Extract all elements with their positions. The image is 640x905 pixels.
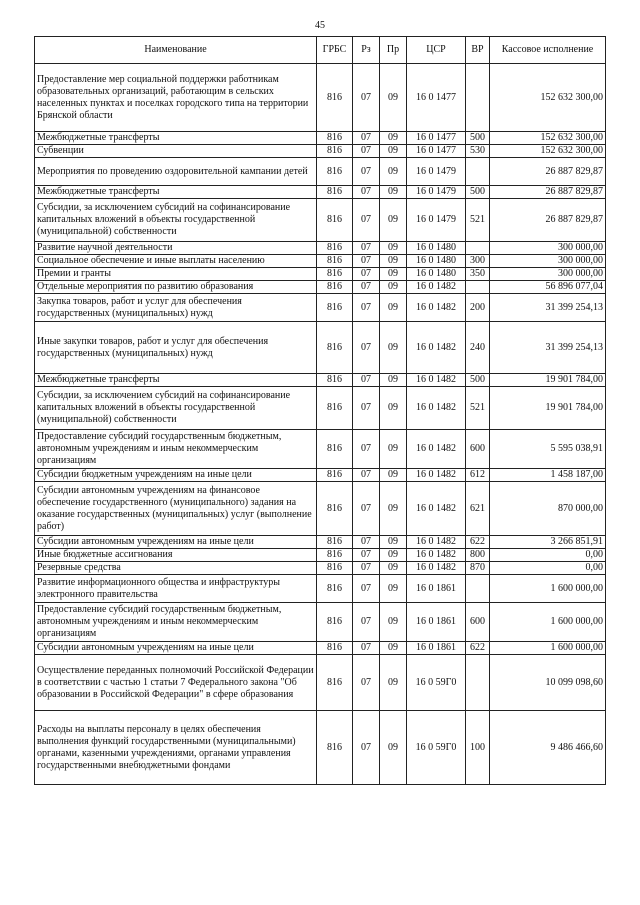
cell-grbs: 816 bbox=[317, 374, 353, 387]
table-row bbox=[35, 322, 606, 374]
page-number: 45 bbox=[315, 20, 325, 31]
cell-rz: 07 bbox=[353, 132, 380, 145]
cell-grbs: 816 bbox=[317, 268, 353, 281]
table-row bbox=[35, 711, 606, 785]
table-row bbox=[35, 642, 606, 655]
cell-rz: 07 bbox=[353, 158, 380, 186]
cell-vr: 600 bbox=[466, 430, 490, 469]
cell-csr: 16 0 1479 bbox=[407, 186, 466, 199]
table-row bbox=[35, 242, 606, 255]
table-row bbox=[35, 64, 606, 132]
cell-grbs: 816 bbox=[317, 64, 353, 132]
cell-name: Предоставление субсидий государственным бюджетным, автономным учреждениям и иным некоммерческим организациям bbox=[35, 603, 317, 642]
cell-amount: 31 399 254,13 bbox=[490, 322, 606, 374]
cell-csr: 16 0 1479 bbox=[407, 199, 466, 242]
table-row bbox=[35, 562, 606, 575]
cell-amount: 0,00 bbox=[490, 549, 606, 562]
table-row bbox=[35, 294, 606, 322]
cell-rz: 07 bbox=[353, 242, 380, 255]
cell-name: Резервные средства bbox=[35, 562, 317, 575]
cell-csr: 16 0 1480 bbox=[407, 255, 466, 268]
cell-pr: 09 bbox=[380, 469, 407, 482]
table-row bbox=[35, 158, 606, 186]
cell-pr: 09 bbox=[380, 186, 407, 199]
cell-pr: 09 bbox=[380, 281, 407, 294]
cell-grbs: 816 bbox=[317, 387, 353, 430]
cell-amount: 9 486 466,60 bbox=[490, 711, 606, 785]
cell-name: Межбюджетные трансферты bbox=[35, 374, 317, 387]
header-csr: ЦСР bbox=[407, 37, 466, 64]
cell-rz: 07 bbox=[353, 655, 380, 711]
cell-rz: 07 bbox=[353, 536, 380, 549]
cell-pr: 09 bbox=[380, 294, 407, 322]
cell-rz: 07 bbox=[353, 482, 380, 536]
cell-csr: 16 0 1479 bbox=[407, 158, 466, 186]
cell-rz: 07 bbox=[353, 549, 380, 562]
cell-name: Расходы на выплаты персоналу в целях обеспечения выполнения функций государственными (муниципальными) органами, казенными учреждениями, органами управления государственными внебюджетными фондами bbox=[35, 711, 317, 785]
cell-grbs: 816 bbox=[317, 642, 353, 655]
cell-csr: 16 0 1477 bbox=[407, 132, 466, 145]
cell-pr: 09 bbox=[380, 64, 407, 132]
cell-grbs: 816 bbox=[317, 255, 353, 268]
cell-name: Предоставление мер социальной поддержки работникам образовательных организаций, работающим в сельских населенных пунктах и поселках городского типа на территории Брянской области bbox=[35, 64, 317, 132]
cell-amount: 19 901 784,00 bbox=[490, 387, 606, 430]
header-rz: Рз bbox=[353, 37, 380, 64]
cell-csr: 16 0 1482 bbox=[407, 281, 466, 294]
cell-pr: 09 bbox=[380, 322, 407, 374]
cell-pr: 09 bbox=[380, 242, 407, 255]
cell-csr: 16 0 1482 bbox=[407, 322, 466, 374]
cell-name: Субсидии автономным учреждениям на финансовое обеспечение государственного (муниципального) задания на оказание государственных (муниципальных) услуг (выполнение работ) bbox=[35, 482, 317, 536]
table-body bbox=[35, 64, 606, 785]
cell-rz: 07 bbox=[353, 294, 380, 322]
cell-rz: 07 bbox=[353, 64, 380, 132]
cell-vr: 521 bbox=[466, 387, 490, 430]
cell-vr bbox=[466, 64, 490, 132]
cell-vr: 500 bbox=[466, 186, 490, 199]
cell-rz: 07 bbox=[353, 281, 380, 294]
cell-csr: 16 0 1477 bbox=[407, 64, 466, 132]
cell-name: Мероприятия по проведению оздоровительной кампании детей bbox=[35, 158, 317, 186]
cell-grbs: 816 bbox=[317, 281, 353, 294]
table-row bbox=[35, 387, 606, 430]
cell-csr: 16 0 1482 bbox=[407, 549, 466, 562]
table-row bbox=[35, 430, 606, 469]
cell-rz: 07 bbox=[353, 469, 380, 482]
cell-rz: 07 bbox=[353, 711, 380, 785]
cell-name: Межбюджетные трансферты bbox=[35, 186, 317, 199]
cell-pr: 09 bbox=[380, 562, 407, 575]
cell-vr: 100 bbox=[466, 711, 490, 785]
cell-grbs: 816 bbox=[317, 536, 353, 549]
cell-name: Субвенции bbox=[35, 145, 317, 158]
cell-name: Осуществление переданных полномочий Российской Федерации в соответствии с частью 1 статьи 7 Федерального закона "Об образовании в Российской Федерации" в сфере образования bbox=[35, 655, 317, 711]
cell-vr bbox=[466, 575, 490, 603]
cell-vr: 621 bbox=[466, 482, 490, 536]
cell-rz: 07 bbox=[353, 430, 380, 469]
cell-pr: 09 bbox=[380, 549, 407, 562]
budget-table bbox=[34, 36, 606, 785]
cell-grbs: 816 bbox=[317, 575, 353, 603]
cell-grbs: 816 bbox=[317, 430, 353, 469]
cell-pr: 09 bbox=[380, 430, 407, 469]
cell-csr: 16 0 59Г0 bbox=[407, 655, 466, 711]
cell-pr: 09 bbox=[380, 482, 407, 536]
cell-csr: 16 0 1482 bbox=[407, 562, 466, 575]
cell-vr: 870 bbox=[466, 562, 490, 575]
cell-grbs: 816 bbox=[317, 186, 353, 199]
table-row bbox=[35, 186, 606, 199]
cell-amount: 300 000,00 bbox=[490, 268, 606, 281]
cell-rz: 07 bbox=[353, 145, 380, 158]
cell-grbs: 816 bbox=[317, 145, 353, 158]
cell-vr: 240 bbox=[466, 322, 490, 374]
cell-amount: 31 399 254,13 bbox=[490, 294, 606, 322]
cell-csr: 16 0 1477 bbox=[407, 145, 466, 158]
cell-vr: 622 bbox=[466, 536, 490, 549]
cell-name: Межбюджетные трансферты bbox=[35, 132, 317, 145]
cell-csr: 16 0 1482 bbox=[407, 387, 466, 430]
cell-amount: 10 099 098,60 bbox=[490, 655, 606, 711]
cell-amount: 3 266 851,91 bbox=[490, 536, 606, 549]
cell-grbs: 816 bbox=[317, 322, 353, 374]
cell-vr bbox=[466, 281, 490, 294]
cell-csr: 16 0 1861 bbox=[407, 575, 466, 603]
cell-csr: 16 0 1482 bbox=[407, 536, 466, 549]
cell-amount: 26 887 829,87 bbox=[490, 158, 606, 186]
cell-grbs: 816 bbox=[317, 158, 353, 186]
cell-rz: 07 bbox=[353, 374, 380, 387]
cell-vr bbox=[466, 655, 490, 711]
cell-rz: 07 bbox=[353, 642, 380, 655]
cell-grbs: 816 bbox=[317, 294, 353, 322]
table-row bbox=[35, 482, 606, 536]
table-row bbox=[35, 469, 606, 482]
cell-grbs: 816 bbox=[317, 711, 353, 785]
cell-csr: 16 0 1482 bbox=[407, 374, 466, 387]
table-row bbox=[35, 281, 606, 294]
cell-vr: 600 bbox=[466, 603, 490, 642]
cell-vr: 350 bbox=[466, 268, 490, 281]
cell-pr: 09 bbox=[380, 642, 407, 655]
cell-amount: 870 000,00 bbox=[490, 482, 606, 536]
cell-grbs: 816 bbox=[317, 482, 353, 536]
cell-csr: 16 0 1861 bbox=[407, 642, 466, 655]
cell-name: Социальное обеспечение и иные выплаты населению bbox=[35, 255, 317, 268]
cell-pr: 09 bbox=[380, 199, 407, 242]
cell-rz: 07 bbox=[353, 186, 380, 199]
cell-pr: 09 bbox=[380, 268, 407, 281]
header-amount: Кассовое исполнение bbox=[490, 37, 606, 64]
header-vr: ВР bbox=[466, 37, 490, 64]
table-row bbox=[35, 603, 606, 642]
cell-amount: 1 458 187,00 bbox=[490, 469, 606, 482]
cell-grbs: 816 bbox=[317, 132, 353, 145]
table-row bbox=[35, 655, 606, 711]
cell-amount: 152 632 300,00 bbox=[490, 64, 606, 132]
cell-vr: 622 bbox=[466, 642, 490, 655]
cell-vr: 200 bbox=[466, 294, 490, 322]
cell-name: Отдельные мероприятия по развитию образования bbox=[35, 281, 317, 294]
cell-csr: 16 0 1480 bbox=[407, 242, 466, 255]
cell-name: Субсидии бюджетным учреждениям на иные цели bbox=[35, 469, 317, 482]
cell-amount: 1 600 000,00 bbox=[490, 642, 606, 655]
cell-vr: 521 bbox=[466, 199, 490, 242]
table-row bbox=[35, 268, 606, 281]
cell-rz: 07 bbox=[353, 603, 380, 642]
cell-vr bbox=[466, 158, 490, 186]
cell-pr: 09 bbox=[380, 132, 407, 145]
cell-pr: 09 bbox=[380, 655, 407, 711]
cell-rz: 07 bbox=[353, 575, 380, 603]
cell-pr: 09 bbox=[380, 603, 407, 642]
cell-name: Закупка товаров, работ и услуг для обеспечения государственных (муниципальных) нужд bbox=[35, 294, 317, 322]
cell-vr: 800 bbox=[466, 549, 490, 562]
cell-name: Премии и гранты bbox=[35, 268, 317, 281]
cell-vr: 500 bbox=[466, 374, 490, 387]
cell-name: Субсидии, за исключением субсидий на софинансирование капитальных вложений в объекты государственной (муниципальной) собственности bbox=[35, 199, 317, 242]
cell-amount: 152 632 300,00 bbox=[490, 145, 606, 158]
cell-rz: 07 bbox=[353, 268, 380, 281]
cell-grbs: 816 bbox=[317, 469, 353, 482]
cell-csr: 16 0 1482 bbox=[407, 469, 466, 482]
table-row bbox=[35, 132, 606, 145]
cell-pr: 09 bbox=[380, 374, 407, 387]
cell-rz: 07 bbox=[353, 199, 380, 242]
table-row bbox=[35, 145, 606, 158]
cell-csr: 16 0 1482 bbox=[407, 430, 466, 469]
cell-name: Субсидии, за исключением субсидий на софинансирование капитальных вложений в объекты государственной (муниципальной) собственности bbox=[35, 387, 317, 430]
cell-amount: 0,00 bbox=[490, 562, 606, 575]
header-grbs: ГРБС bbox=[317, 37, 353, 64]
cell-name: Развитие информационного общества и инфраструктуры электронного правительства bbox=[35, 575, 317, 603]
cell-csr: 16 0 1480 bbox=[407, 268, 466, 281]
cell-pr: 09 bbox=[380, 387, 407, 430]
cell-grbs: 816 bbox=[317, 199, 353, 242]
cell-vr: 300 bbox=[466, 255, 490, 268]
cell-csr: 16 0 1482 bbox=[407, 294, 466, 322]
cell-amount: 300 000,00 bbox=[490, 242, 606, 255]
cell-grbs: 816 bbox=[317, 242, 353, 255]
cell-amount: 5 595 038,91 bbox=[490, 430, 606, 469]
cell-name: Субсидии автономным учреждениям на иные цели bbox=[35, 642, 317, 655]
cell-amount: 152 632 300,00 bbox=[490, 132, 606, 145]
cell-grbs: 816 bbox=[317, 562, 353, 575]
cell-grbs: 816 bbox=[317, 549, 353, 562]
table-row bbox=[35, 255, 606, 268]
cell-name: Развитие научной деятельности bbox=[35, 242, 317, 255]
cell-rz: 07 bbox=[353, 322, 380, 374]
cell-grbs: 816 bbox=[317, 603, 353, 642]
cell-amount: 19 901 784,00 bbox=[490, 374, 606, 387]
table-row bbox=[35, 575, 606, 603]
table-row bbox=[35, 549, 606, 562]
cell-vr: 500 bbox=[466, 132, 490, 145]
cell-rz: 07 bbox=[353, 562, 380, 575]
cell-csr: 16 0 1861 bbox=[407, 603, 466, 642]
cell-amount: 1 600 000,00 bbox=[490, 603, 606, 642]
cell-pr: 09 bbox=[380, 575, 407, 603]
cell-csr: 16 0 59Г0 bbox=[407, 711, 466, 785]
cell-amount: 26 887 829,87 bbox=[490, 186, 606, 199]
cell-pr: 09 bbox=[380, 255, 407, 268]
cell-vr bbox=[466, 242, 490, 255]
cell-rz: 07 bbox=[353, 255, 380, 268]
cell-name: Иные закупки товаров, работ и услуг для обеспечения государственных (муниципальных) нужд bbox=[35, 322, 317, 374]
table-row bbox=[35, 374, 606, 387]
cell-pr: 09 bbox=[380, 145, 407, 158]
cell-name: Субсидии автономным учреждениям на иные цели bbox=[35, 536, 317, 549]
cell-csr: 16 0 1482 bbox=[407, 482, 466, 536]
cell-vr: 530 bbox=[466, 145, 490, 158]
table-row bbox=[35, 536, 606, 549]
table-row bbox=[35, 199, 606, 242]
cell-grbs: 816 bbox=[317, 655, 353, 711]
cell-amount: 1 600 000,00 bbox=[490, 575, 606, 603]
cell-name: Предоставление субсидий государственным бюджетным, автономным учреждениям и иным некоммерческим организациям bbox=[35, 430, 317, 469]
cell-amount: 300 000,00 bbox=[490, 255, 606, 268]
cell-name: Иные бюджетные ассигнования bbox=[35, 549, 317, 562]
cell-amount: 26 887 829,87 bbox=[490, 199, 606, 242]
cell-pr: 09 bbox=[380, 158, 407, 186]
cell-pr: 09 bbox=[380, 536, 407, 549]
cell-amount: 56 896 077,04 bbox=[490, 281, 606, 294]
table-header-row bbox=[35, 37, 606, 64]
header-pr: Пр bbox=[380, 37, 407, 64]
cell-rz: 07 bbox=[353, 387, 380, 430]
cell-vr: 612 bbox=[466, 469, 490, 482]
header-name: Наименование bbox=[35, 37, 317, 64]
cell-pr: 09 bbox=[380, 711, 407, 785]
